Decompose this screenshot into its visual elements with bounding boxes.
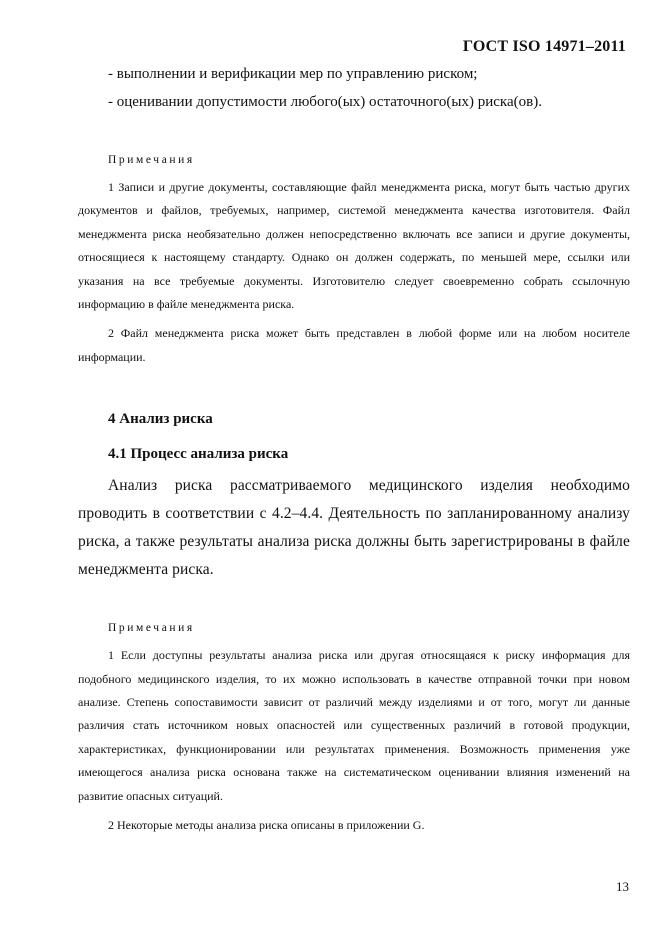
page-number: 13 [616,879,629,894]
section-heading: 4 Анализ риска [108,411,213,428]
page-content [78,60,630,838]
list-item: - выполнении и верификации мер по управлению риском; [108,66,478,82]
body-paragraph: Анализ риска рассматриваемого медицинского изделия необходимо проводить в соответствии с 4.2–4.4. Деятельность по запланированному анализу риска, а также результаты анализа риска должны быть зарегистрированы в файле менеджмента риска. [78,477,630,579]
subsection-heading: 4.1 Процесс анализа риска [108,446,289,463]
notes-heading: Примечания [108,622,195,635]
note-paragraph: 1 Записи и другие документы, составляющие файл менеджмента риска, могут быть частью других документов и файлов, требуемых, например, системой менеджмента качества изготовителя. Файл менеджмента риска необязательно должен непосредственно включать все записи и другие документы, относящиеся к настоящему стандарту. Однако он должен содержать, по меньшей мере, ссылки или указания на все требуемые документы. Изготовителю следует своевременно собрать ссылочную информацию в файле менеджмента риска. [78,180,630,312]
note-paragraph: 2 Файл менеджмента риска может быть представлен в любой форме или на любом носителе информации. [78,326,630,364]
note-paragraph: 1 Если доступны результаты анализа риска или другая относящаяся к риску информация для подобного медицинского изделия, то их можно использовать в качестве отправной точки при новом анализе. Степень сопоставимости зависит от различий между изделиями и от того, могут ли данные различия стать источником новых опасностей или существенных различий в готовой продукции, характеристиках, функционировании или результатах применения. Возможность применения уже имеющегося анализа риска основана также на систематическом оценивании влияния изменений на развитие опасных ситуаций. [78,648,630,803]
note-paragraph: 2 Некоторые методы анализа риска описаны в приложении G. [108,818,425,833]
notes-heading: Примечания [108,154,195,166]
standard-code-header: ГОСТ ISO 14971–2011 [462,38,626,55]
list-item: - оценивании допустимости любого(ых) остаточного(ых) риска(ов). [108,94,542,110]
